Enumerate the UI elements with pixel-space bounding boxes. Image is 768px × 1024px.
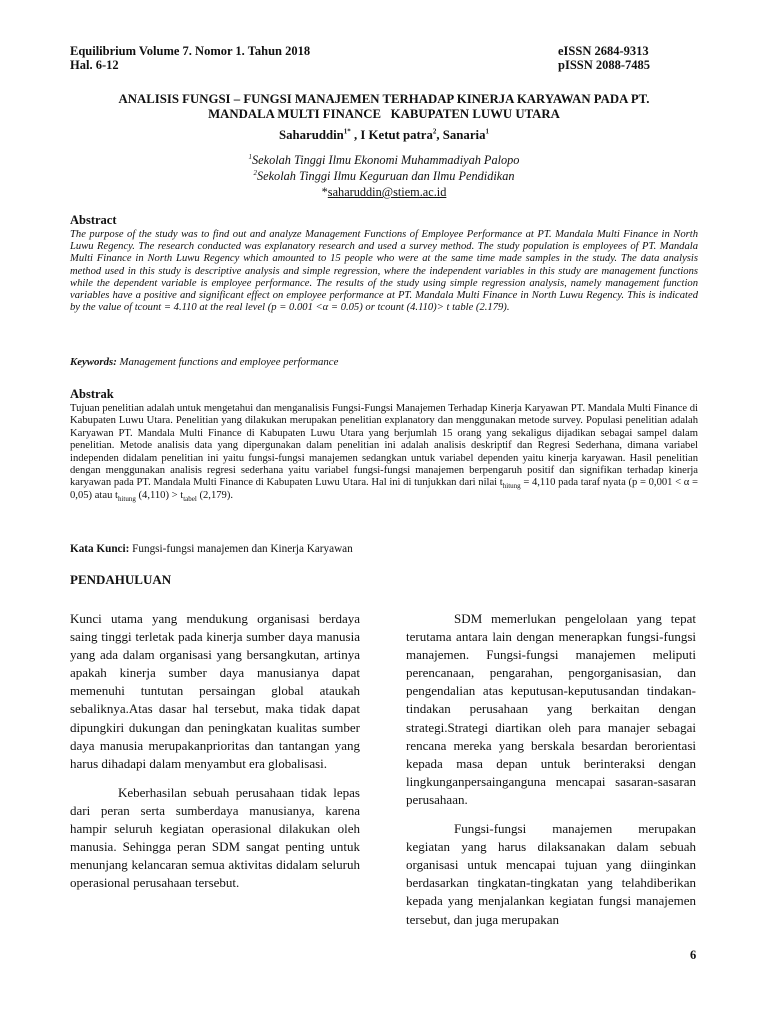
author-1-affil: 1* (343, 127, 351, 136)
body-column-right (406, 610, 696, 929)
abstract-en-text: The purpose of the study was to find out and analyze Management Functions of Employee Performance at PT. Mandala Multi Finance in North Luwu Regency. The research conducted was explanatory research and used a survey method. The study population is employees of PT. Mandala Multi Finance in North Luwu Regency which amounted to 15 people who were at the same time made samples in the study. The data analysis method used in this study is descriptive analysis and simple regression, where the independent variables in this study are management functions while the dependent variable is employee performance. The results of the study using simple regression analysis, namely management function variables have a positive and significant effect on employee performance at PT. Mandala Multi Finance in North Luwu Regency. This is indicated by the value of tcount = 4.110 at the real level (p = 0.001 <α = 0.05) or tcount (4.110)> t table (2.179). (70, 229, 698, 314)
page-range: Hal. 6-12 (70, 58, 119, 72)
affiliations (70, 152, 698, 200)
author-1: Saharuddin (279, 128, 344, 142)
issn-header (558, 44, 650, 72)
journal-volume: Equilibrium Volume 7. Nomor 1. Tahun 2018 (70, 44, 311, 58)
affiliation-2-mark: 2 (253, 168, 257, 177)
subscript-tabel: tabel (183, 494, 197, 503)
email-link[interactable]: saharuddin@stiem.ac.id (327, 185, 447, 199)
author-list (70, 128, 698, 143)
affiliation-2 (70, 168, 698, 184)
keywords-en (70, 356, 698, 368)
abstrak-main: Tujuan penelitian adalah untuk mengetahui dan menganalisis Fungsi-Fungsi Manajemen Terhadap Kinerja Karyawan PT. Mandala Multi Finance di Kabupaten Luwu Utara. Penelitian yang dilakukan merupakan penelitian explanatory dan menggunakan metode survey. Populasi penelitian adalah Karyawan PT. Mandala Multi Finance di Kabupaten Luwu Utara yang berjumlah 15 orang yang sekaligus dijadikan sebagai sampel dalam penelitian. Metode analisis data yang dipergunakan dalam penelitian ini adalah analisis deskriptif dan Regresi Sederhana, dimana variabel independen didalam penelitian ini yaitu fungsi-fungsi manajemen sedangkan untuk variabel dependen yaitu kinerja karyawan. Hasil penelitian dengan menggunakan analisis regresi sederhana yaitu variabel fungsi-fungsi manajemen berpengaruh positif dan signifikan terhadap kinerja karyawan pada PT. Mandala Multi Finance di Kabupaten Luwu Utara. Hal ini di tunjukkan dari nilai t (70, 403, 698, 489)
paragraph: Keberhasilan sebuah perusahaan tidak lepas dari peran serta sumberdaya manusianya, karena hampir seluruh kegiatan operasional dilakukan oleh manusia. Sehingga peran SDM sangat penting untuk menunjang kelancaran semua aktivitas didalam seluruh operasional perusahaan tersebut. (70, 784, 360, 891)
author-separator: , (350, 128, 361, 142)
affiliation-1 (70, 152, 698, 168)
title-line-2: MANDALA MULTI FINANCE KABUPATEN LUWU UTARA (208, 107, 560, 121)
abstract-heading: Abstract (70, 213, 117, 227)
affiliation-2-text: Sekolah Tinggi Ilmu Keguruan dan Ilmu Pendidikan (256, 169, 515, 183)
subscript-hitung: hitung (117, 494, 136, 503)
title-line-1: ANALISIS FUNGSI – FUNGSI MANAJEMEN TERHADAP KINERJA KARYAWAN PADA PT. (118, 92, 650, 106)
corresponding-email (70, 184, 698, 200)
author-2: I Ketut patra (360, 128, 433, 142)
affiliation-1-mark: 1 (248, 152, 253, 161)
abstrak-mid: = 4,110 pada taraf nyata (p = 0,001 < α = 0,05) atau t (70, 477, 698, 501)
page-number: 6 (690, 948, 697, 962)
pissn: pISSN 2088-7485 (558, 58, 651, 72)
paper-title (70, 92, 698, 122)
section-heading-pendahuluan: PENDAHULUAN (70, 572, 172, 587)
abstrak-end: (2,179). (196, 489, 234, 501)
eissn: eISSN 2684-9313 (558, 44, 649, 58)
abstract-id-text (70, 403, 698, 502)
keywords-label: Keywords: (70, 356, 117, 368)
journal-header (70, 44, 310, 72)
author-2-affil: 2 (432, 127, 437, 136)
kata-kunci-value: Fungsi-fungsi manajemen dan Kinerja Karyawan (129, 543, 353, 555)
abstrak-mid2: (4,110) > t (135, 489, 184, 501)
author-3: Sanaria (442, 128, 486, 142)
kata-kunci-label: Kata Kunci: (70, 543, 130, 555)
keywords-id (70, 543, 698, 555)
author-separator: , (436, 128, 443, 142)
paragraph: Kunci utama yang mendukung organisasi berdaya saing tinggi terletak pada kinerja sumber daya manusia yang ada dalam organisasi yang bersangkutan, artinya apakah kinerja sumber daya manusianya dapat memenuhi tuntutan persaingan global ataukah sebaliknya.Atas dasar hal tersebut, maka tidak dapat dipungkiri dukungan dan peningkatan kualitas sumber daya manusia merupakanprioritas dan tantangan yang harus dihadapi dalam menyambut era globalisasi. (70, 611, 360, 771)
author-3-affil: 1 (485, 127, 489, 136)
subscript-hitung: hitung (502, 482, 521, 491)
keywords-value: Management functions and employee performance (116, 356, 339, 368)
paragraph: Fungsi-fungsi manajemen merupakan kegiatan yang harus dilaksanakan dalam sebuah organisasi untuk mencapai tujuan yang diinginkan berdasarkan tingkatan-tingkatan yang telahdiberikan kepada yang menjalankan kegiatan fungsi manajemen tersebut, dan juga merupakan (406, 821, 696, 927)
affiliation-1-text: Sekolah Tinggi Ilmu Ekonomi Muhammadiyah Palopo (252, 153, 520, 167)
abstrak-heading: Abstrak (70, 387, 114, 401)
body-column-left (70, 610, 360, 892)
paragraph: SDM memerlukan pengelolaan yang tepat terutama antara lain dengan menerapkan fungsi-fungsi manajemen. Fungsi-fungsi manajemen meliputi perencanaan, pengarahan, pengorganisasian, dan pengendalian atas keputusan-keputusandan tindakan-tindakan perusahaan yang berkaitan dengan strategi.Strategi diartikan oleh para manajer sebagai rencana mereka yang berskala besardan berorientasi kepada masa depan untuk berinteraksi dengan lingkunganpersainganguna mencapai sasaran-sasaran perusahaan. (406, 611, 696, 807)
email-asterisk: * (321, 185, 328, 199)
